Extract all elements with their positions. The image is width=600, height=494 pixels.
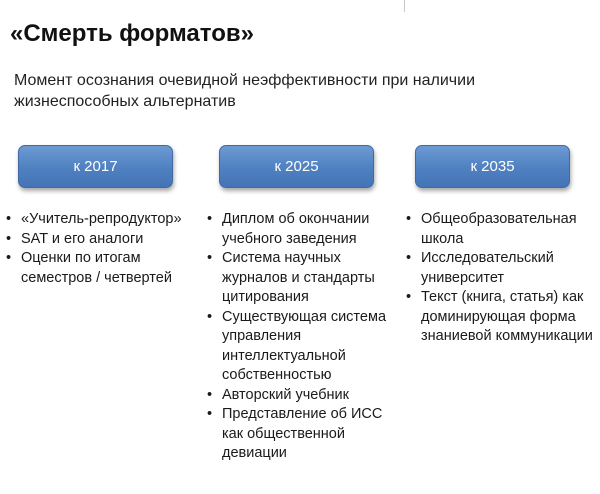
list-item: • Оценки по итогам семестров / четвертей xyxy=(6,250,172,286)
slide-edge-mark xyxy=(404,0,405,12)
list-item: • Диплом об окончании учебного заведения xyxy=(207,211,370,247)
list-2025 xyxy=(203,210,403,464)
bullet-icon: • xyxy=(207,250,213,266)
period-header-2035: к 2035 xyxy=(415,145,570,188)
slide-subtitle: Момент осознания очевидной неэффективности при наличии жизнеспособных альтернатив xyxy=(14,72,476,110)
slide-title: «Смерть форматов» xyxy=(10,20,254,47)
list-item: • Представление об ИСС как общественной девиации xyxy=(207,406,383,461)
bullet-icon: • xyxy=(6,230,12,247)
list-2035 xyxy=(402,210,598,347)
bullet-icon: • xyxy=(207,406,213,422)
bullet-icon: • xyxy=(207,308,213,325)
bullet-icon: • xyxy=(406,289,412,305)
list-item: • Существующая система управления интеллектуальной собственностью xyxy=(207,308,387,383)
period-header-2025: к 2025 xyxy=(219,145,374,188)
bullet-icon: • xyxy=(207,211,213,227)
list-item: • Авторский учебник xyxy=(203,386,403,406)
list-item: • Система научных журналов и стандарты цитирования xyxy=(207,250,375,305)
bullet-icon: • xyxy=(207,386,213,403)
period-header-2017: к 2017 xyxy=(18,145,173,188)
list-2017 xyxy=(2,210,192,288)
bullet-icon: • xyxy=(406,250,412,266)
list-item: • Текст (книга, статья) как доминирующая форма знаниевой коммуникации xyxy=(406,289,593,344)
list-item: • Общеобразовательная школа xyxy=(406,211,577,247)
list-item: • Исследовательский университет xyxy=(406,250,554,286)
bullet-icon: • xyxy=(406,211,412,227)
list-item: • «Учитель-репродуктор» xyxy=(2,210,192,230)
list-item: • SAT и его аналоги xyxy=(2,230,192,250)
bullet-icon: • xyxy=(6,250,12,266)
bullet-icon: • xyxy=(6,211,12,227)
